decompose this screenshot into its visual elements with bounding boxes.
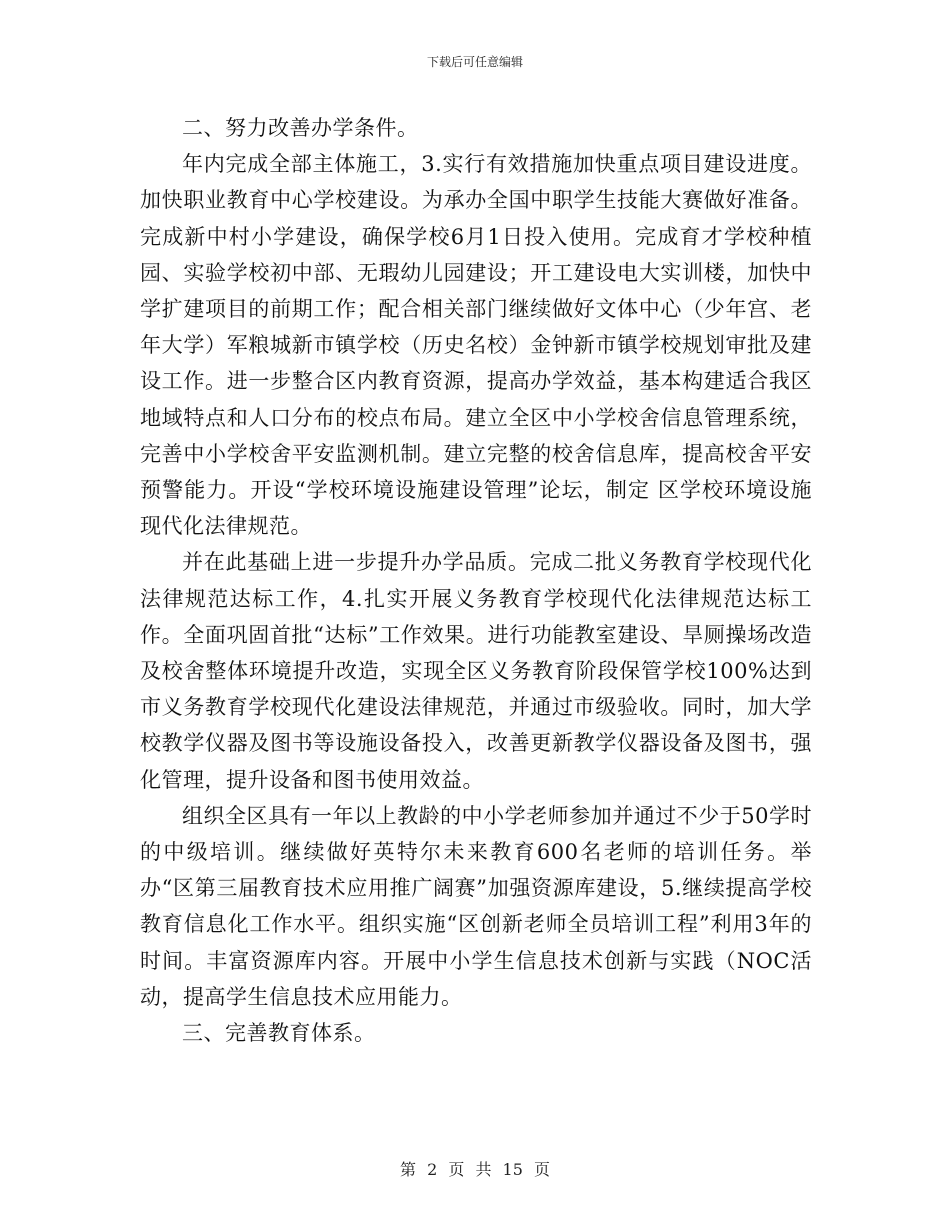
- paragraph: 年内完成全部主体施工，3.实行有效措施加快重点项目建设进度。加快职业教育中心学校建设。为承办全国中职学生技能大赛做好准备。完成新中村小学建设，确保学校6月1日投入使用。完成育才学校种植园、实验学校初中部、无瑕幼儿园建设；开工建设电大实训楼，加快中学扩建项目的前期工作；配合相关部门继续做好文体中心（少年宫、老年大学）军粮城新市镇学校（历史名校）金钟新市镇学校规划审批及建设工作。进一步整合区内教育资源，提高办学效益，基本构建适合我区地域特点和人口分布的校点布局。建立全区中小学校舍信息管理系统，完善中小学校舍平安监测机制。建立完整的校舍信息库，提高校舍平安预警能力。开设“学校环境设施建设管理”论坛，制定 区学校环境设施现代化法律规范。: [140, 152, 812, 539]
- paragraph: 组织全区具有一年以上教龄的中小学老师参加并通过不少于50学时的中级培训。继续做好英特尔未来教育600名老师的培训任务。举办“区第三届教育技术应用推广阔赛”加强资源库建设，5.继续提高学校教育信息化工作水平。组织实施“区创新老师全员培训工程”利用3年的时间。丰富资源库内容。开展中小学生信息技术创新与实践（NOC活动，提高学生信息技术应用能力。: [140, 803, 812, 1009]
- page-number: 第 2 页 共 15 页: [400, 1160, 550, 1179]
- document-body: [140, 110, 812, 1051]
- section-heading-2: 二、努力改善办学条件。: [182, 116, 419, 140]
- section-heading-3: 三、完善教育体系。: [182, 1021, 376, 1046]
- paragraph: 并在此基础上进一步提升办学品质。完成二批义务教育学校现代化法律规范达标工作，4.扎实开展义务教育学校现代化法律规范达标工作。全面巩固首批“达标”工作效果。进行功能教室建设、旱厕操场改造及校舍整体环境提升改造，实现全区义务教育阶段保管学校100%达到市义务教育学校现代化建设法律规范，并通过市级验收。同时，加大学校教学仪器及图书等设施设备投入，改善更新教学仪器设备及图书，强化管理，提升设备和图书使用效益。: [140, 550, 812, 792]
- page-header-note: 下载后可任意编辑: [426, 55, 523, 69]
